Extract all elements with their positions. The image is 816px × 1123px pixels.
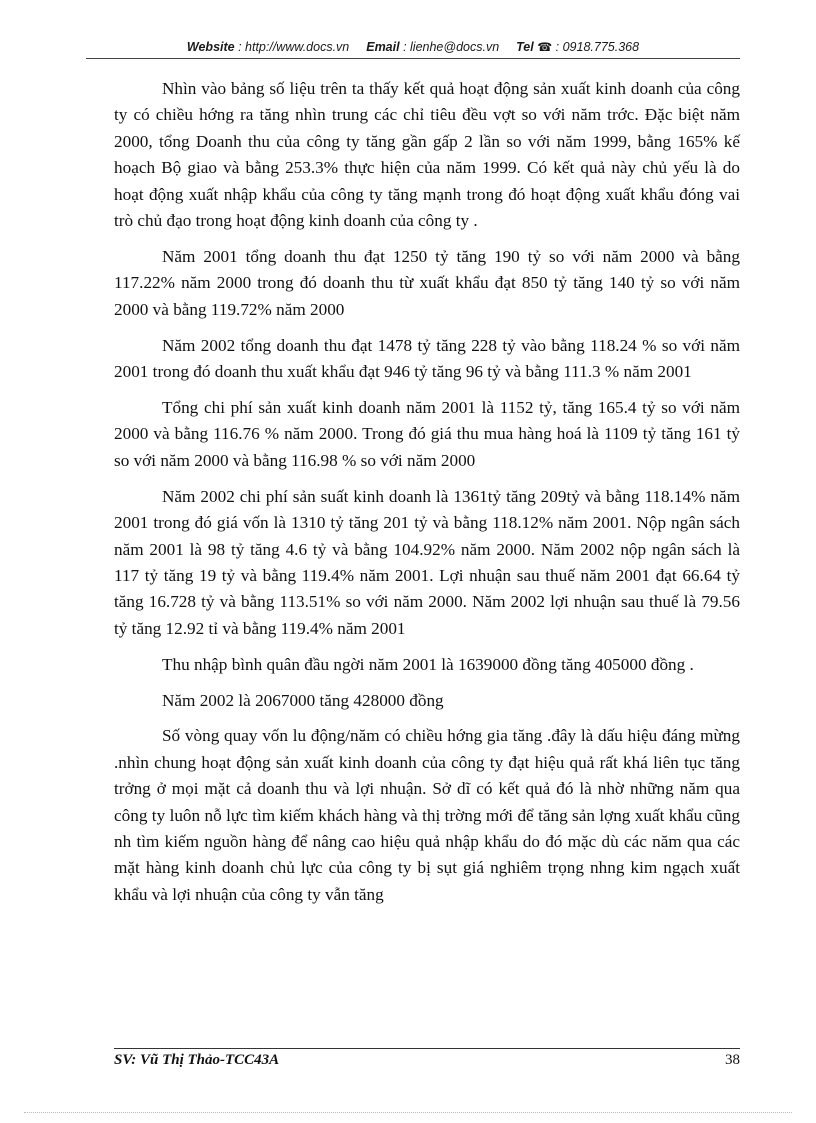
page-header: [86, 40, 740, 54]
footer-author: SV: Vũ Thị Thảo-TCC43A: [114, 1052, 280, 1068]
paragraph-1: Nhìn vào bảng số liệu trên ta thấy kết quả hoạt động sản xuất kinh doanh của công ty có chiều hớng ra tăng nhìn trung các chỉ tiêu đều vợt so với năm trớc. Đặc biệt năm 2000, tổng Doanh thu của công ty tăng gần gấp 2 lần so với năm 1999, bằng 165% kế hoạch Bộ giao và bằng 253.3% thực hiện của năm 1999. Có kết quả này chủ yếu là do hoạt động xuất nhập khẩu của công ty tăng mạnh trong đó hoạt động xuất khẩu đóng vai trò chủ đạo trong hoạt động kinh doanh của công ty .: [114, 79, 740, 231]
page-number: 38: [725, 1052, 740, 1068]
page-footer: [114, 1052, 740, 1069]
email-value: : lienhe@docs.vn: [403, 40, 500, 54]
header-divider: [86, 58, 740, 59]
paragraph-4: Tổng chi phí sản xuất kinh doanh năm 2001 là 1152 tỷ, tăng 165.4 tỷ so với năm 2000 và bằng 116.76 % năm 2000. Trong đó giá thu mua hàng hoá là 1109 tỷ tăng 161 tỷ so với năm 2000 và bằng 116.98 % so với năm 2000: [114, 397, 740, 470]
page-bottom-border: [24, 1112, 792, 1113]
email-label: Email: [366, 40, 400, 54]
paragraph-6: Thu nhập bình quân đầu ngời năm 2001 là 1639000 đồng tăng 405000 đồng .: [162, 654, 694, 674]
paragraph-3: Năm 2002 tổng doanh thu đạt 1478 tỷ tăng 228 tỷ vào bằng 118.24 % so với năm 2001 trong đó doanh thu xuất khẩu đạt 946 tỷ tăng 96 tỷ và bằng 111.3 % năm 2001: [114, 335, 740, 382]
paragraph-2: Năm 2001 tổng doanh thu đạt 1250 tỷ tăng 190 tỷ so với năm 2000 và bằng 117.22% năm 2000 trong đó doanh thu từ xuất khẩu đạt 850 tỷ tăng 140 tỷ so với năm 2000 và bằng 119.72% năm 2000: [114, 246, 740, 319]
paragraph-5: Năm 2002 chi phí sản suất kinh doanh là 1361tỷ tăng 209tỷ và bằng 118.14% năm 2001 trong đó giá vốn là 1310 tỷ tăng 201 tỷ và bằng 118.12% năm 2001. Nộp ngân sách năm 2001 là 98 tỷ tăng 4.6 tỷ và bằng 104.92% năm 2000. Năm 2002 nộp ngân sách là 117 tỷ tăng 19 tỷ và bằng 119.4% năm 2001. Lợi nhuận sau thuế năm 2001 đạt 66.64 tỷ tăng 16.728 tỷ và bằng 113.51% so với năm 2000. Năm 2002 lợi nhuận sau thuế là 79.56 tỷ tăng 12.92 tỉ và bằng 119.4% năm 2001: [114, 486, 740, 638]
document-body: [114, 76, 740, 918]
phone-icon: ☎: [537, 40, 553, 54]
paragraph-8: Số vòng quay vốn lu động/năm có chiều hớng gia tăng .đây là dấu hiệu đáng mừng .nhìn chung hoạt động sản xuất kinh doanh của công ty đạt hiệu quả rất khá liên tục tăng trởng ở mọi mặt cả doanh thu và lợi nhuận. Sở dĩ có kết quả đó là nhờ những năm qua công ty luôn nỗ lực tìm kiếm khách hàng và thị trờng mới để tăng sản lợng xuất khẩu cũng nh tìm kiếm nguồn hàng để nâng cao hiệu quả nhập khẩu do đó mặc dù các năm qua các mặt hàng kinh doanh chủ lực của công ty bị sụt giá nghiêm trọng nhng kim ngạch xuất khẩu và lợi nhuận của công ty vẫn tăng: [114, 726, 740, 904]
tel-label: Tel: [516, 40, 534, 54]
website-label: Website: [186, 40, 235, 54]
footer-divider: [114, 1048, 740, 1049]
website-value: : http://www.docs.vn: [238, 40, 350, 54]
tel-value: : 0918.775.368: [555, 40, 640, 54]
paragraph-7: Năm 2002 là 2067000 tăng 428000 đồng: [162, 690, 444, 710]
